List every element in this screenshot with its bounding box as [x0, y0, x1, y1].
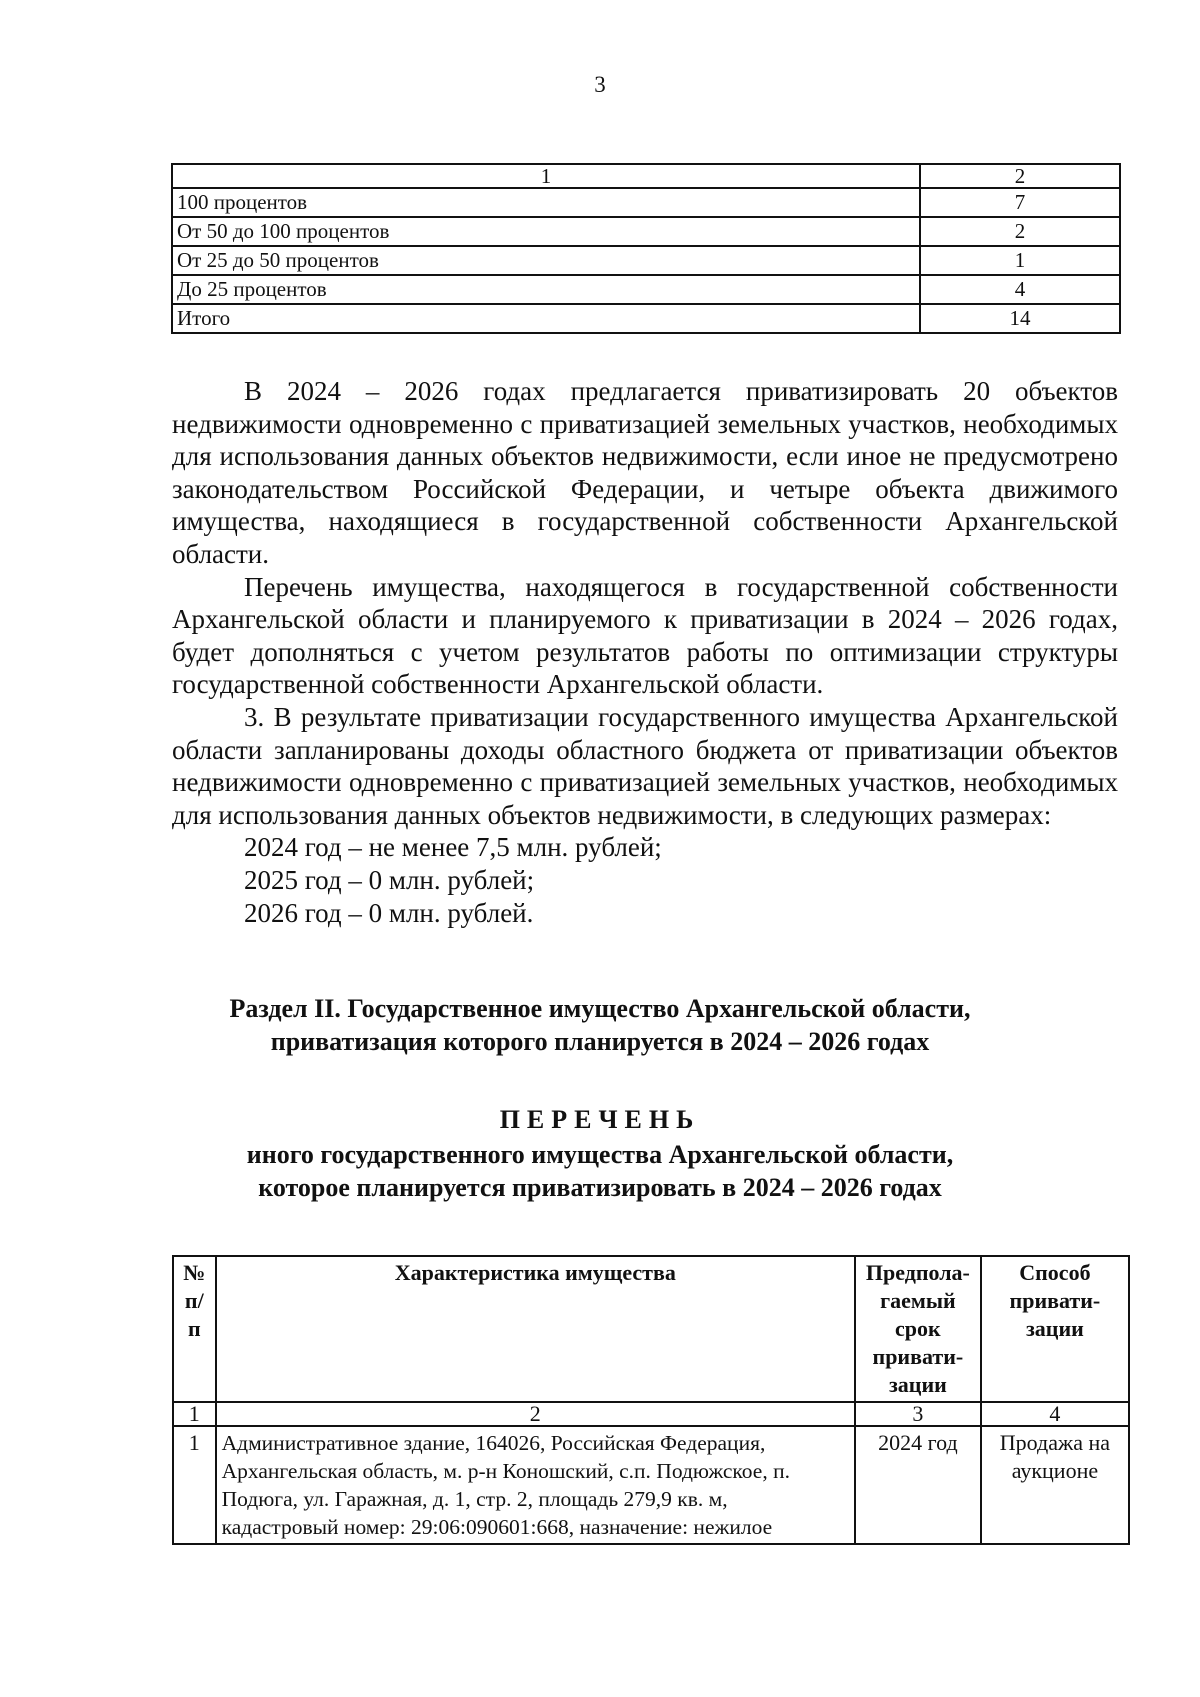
row-number: 1 [173, 1426, 216, 1544]
header-number: № п/п [173, 1256, 216, 1402]
income-year-2026: 2026 год – 0 млн. рублей. [244, 897, 534, 928]
section-heading-line1: Раздел II. Государственное имущество Архангельской области, [229, 994, 971, 1023]
total-count: 14 [920, 304, 1120, 333]
list-subtitle-line2: которое планируется приватизировать в 2024 – 2026 годах [258, 1173, 942, 1202]
share-label: От 50 до 100 процентов [172, 217, 920, 246]
table-row [172, 217, 1120, 246]
column-number-1: 1 [173, 1402, 216, 1426]
table-row [172, 188, 1120, 217]
column-number-4: 4 [981, 1402, 1129, 1426]
share-count: 7 [920, 188, 1120, 217]
table-header-row [172, 164, 1120, 188]
table-row [172, 246, 1120, 275]
header-characteristic: Характеристика имущества [216, 1256, 855, 1402]
privatization-method: Продажа на аукционе [981, 1426, 1129, 1544]
total-label: Итого [172, 304, 920, 333]
header-method: Способ привати-зации [981, 1256, 1129, 1402]
column-number-2: 2 [216, 1402, 855, 1426]
share-label: До 25 процентов [172, 275, 920, 304]
table-total-row [172, 304, 1120, 333]
property-characteristic: Административное здание, 164026, Российская Федерация, Архангельская область, м. р-н Коношский, с.п. Подюжское, п. Подюга, ул. Гаражная, д. 1, стр. 2, площадь 279,9 кв. м, кадастровый номер: 29:06:090601:668, назначение: нежилое [216, 1426, 855, 1544]
column-number-1: 1 [172, 164, 920, 188]
paragraph-list-supplement: Перечень имущества, находящегося в государственной собственности Архангельской области и планируемого к приватизации в 2024 – 2026 годах, будет дополняться с учетом результатов работы по оптимизации структуры государственной собственности Архангельской области. [172, 571, 1118, 700]
column-numbers-row [173, 1402, 1129, 1426]
section-heading-line2: приватизация которого планируется в 2024 – 2026 годах [270, 1027, 930, 1056]
table-row [172, 275, 1120, 304]
share-label: От 25 до 50 процентов [172, 246, 920, 275]
table-header-row [173, 1256, 1129, 1402]
share-count: 2 [920, 217, 1120, 246]
section-heading [150, 992, 1050, 1058]
column-number-2: 2 [920, 164, 1120, 188]
paragraph-privatization-plan: В 2024 – 2026 годах предлагается приватизировать 20 объектов недвижимости одновременно с приватизацией земельных участков, необходимых для использования данных объектов недвижимости, если иное не предусмотрено законодательством Российской Федерации, и четыре объекта движимого имущества, находящиеся в государственной собственности Архангельской области. [172, 376, 1118, 569]
body-text [172, 375, 1118, 929]
column-number-3: 3 [855, 1402, 981, 1426]
page-number: 3 [594, 72, 606, 97]
share-count: 4 [920, 275, 1120, 304]
privatization-term: 2024 год [855, 1426, 981, 1544]
income-year-2024: 2024 год – не менее 7,5 млн. рублей; [244, 832, 662, 863]
paragraph-budget-income: 3. В результате приватизации государственного имущества Архангельской области запланированы доходы областного бюджета от приватизации объектов недвижимости одновременно с приватизацией земельных участков, необходимых для использования данных объектов недвижимости, в следующих размерах: [172, 701, 1118, 830]
header-term: Предпола-гаемый срок привати-зации [855, 1256, 981, 1402]
list-title: ПЕРЕЧЕНЬ [499, 1105, 701, 1134]
share-label: 100 процентов [172, 188, 920, 217]
ownership-share-table [171, 163, 1121, 334]
property-list-table [172, 1255, 1130, 1545]
list-subtitle [150, 1138, 1050, 1204]
share-count: 1 [920, 246, 1120, 275]
table-row [173, 1426, 1129, 1544]
list-subtitle-line1: иного государственного имущества Архангельской области, [246, 1140, 954, 1169]
income-year-2025: 2025 год – 0 млн. рублей; [244, 864, 535, 895]
